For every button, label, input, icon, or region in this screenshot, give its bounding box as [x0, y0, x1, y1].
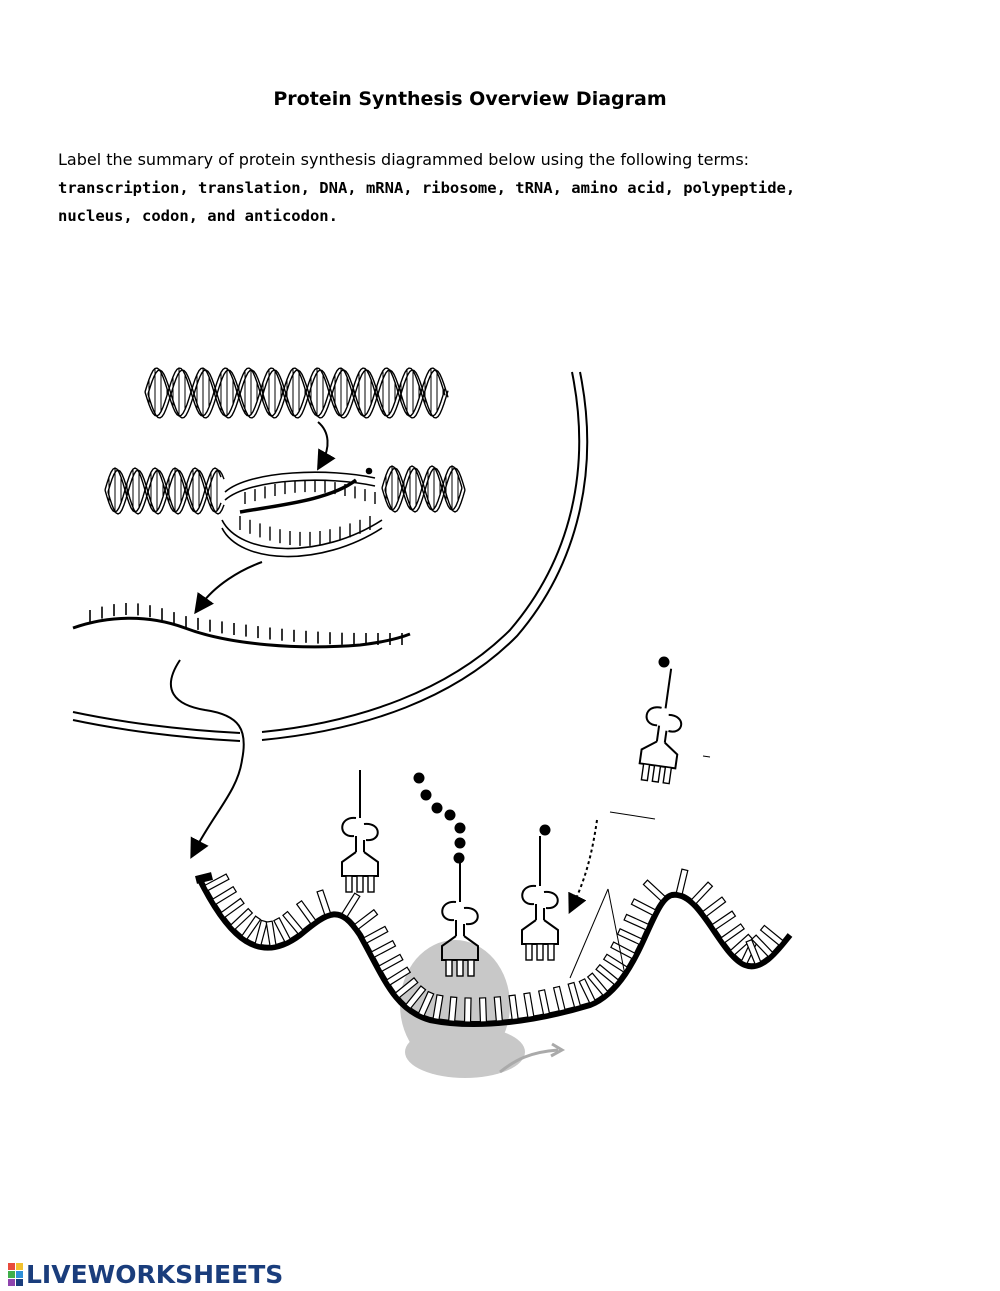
brand-name: LIVEWORKSHEETS [26, 1259, 284, 1289]
mrna-strand [73, 603, 410, 647]
worksheet-title: Protein Synthesis Overview Diagram [273, 88, 667, 110]
arrow-incoming-trna [573, 820, 597, 905]
amino-acid-chain [414, 657, 670, 864]
arrow-mrna-to-cytoplasm [171, 660, 244, 850]
liveworksheets-logo-icon [8, 1263, 23, 1286]
nuclear-envelope [73, 372, 587, 741]
arrow-dna-to-transcription [318, 422, 328, 462]
terms-line-1: transcription, translation, DNA, mRNA, ribosome, tRNA, amino acid, polypeptide, [58, 179, 796, 197]
arrow-to-mrna [200, 562, 262, 606]
logo-block [16, 1279, 23, 1286]
logo-block [8, 1271, 15, 1278]
logo-block [8, 1263, 15, 1270]
transcription-bubble [222, 469, 382, 557]
logo-block [8, 1279, 15, 1286]
footer-logo [8, 1259, 283, 1289]
logo-block [16, 1271, 23, 1278]
instruction-text: Label the summary of protein synthesis diagrammed below using the following terms: [58, 150, 750, 169]
terms-line-2: nucleus, codon, and anticodon. [58, 207, 338, 225]
logo-block [16, 1263, 23, 1270]
dna-double-helix [145, 368, 448, 418]
